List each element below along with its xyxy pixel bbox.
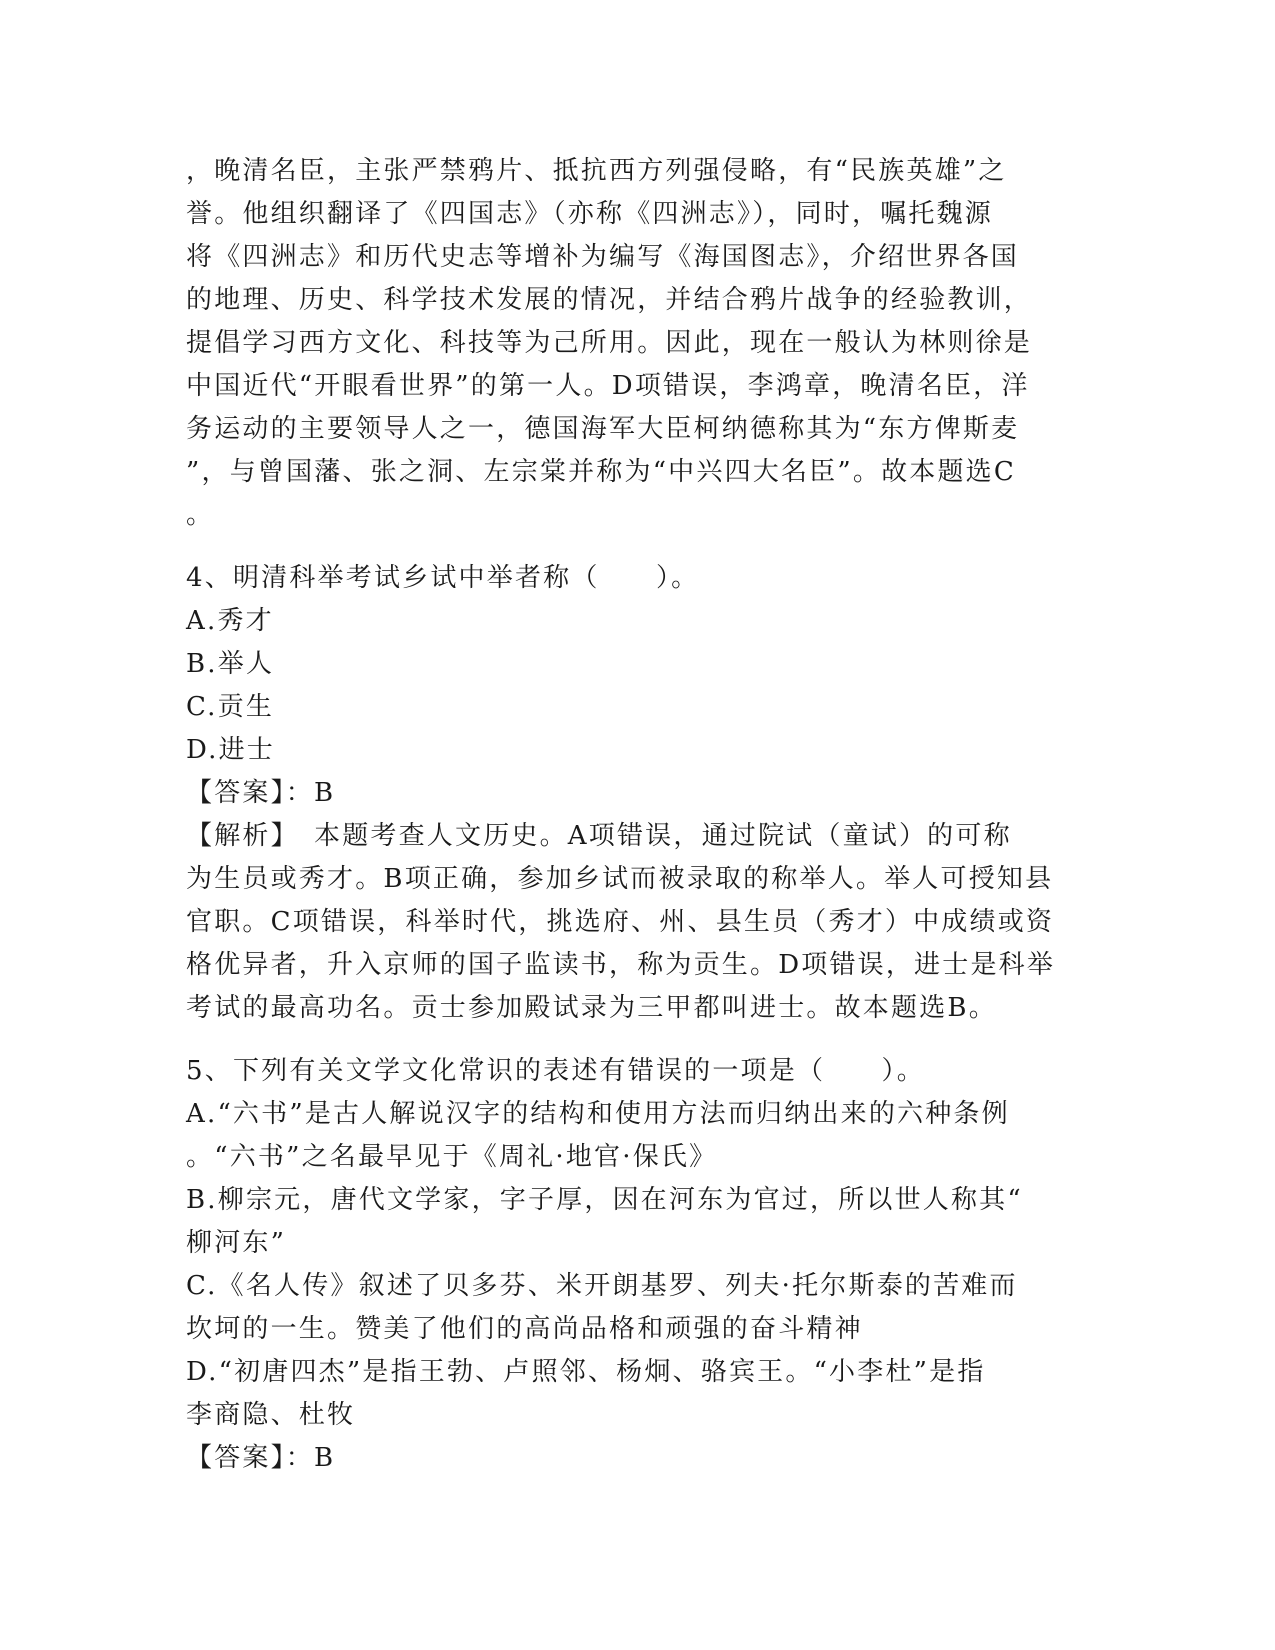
question-text: 4、明清科举考试乡试中举者称（ ）。 [186, 563, 700, 593]
option-b: B.举人 [186, 649, 275, 679]
answer-line: 【答案】：B [186, 1443, 336, 1473]
text-line: ”，与曾国藩、张之洞、左宗棠并称为“中兴四大名臣”。故本题选C [186, 457, 1016, 487]
option-a: A.“六书”是古人解说汉字的结构和使用方法而归纳出来的六种条例 [186, 1099, 1010, 1129]
option-d-cont: 李商隐、杜牧 [186, 1400, 356, 1430]
question-4 [186, 557, 1086, 1030]
document-page [186, 150, 1086, 1480]
text-line: 誉。他组织翻译了《四国志》（亦称《四洲志》），同时，嘱托魏源 [186, 199, 994, 229]
question-5 [186, 1050, 1086, 1480]
option-c: C.《名人传》叙述了贝多芬、米开朗基罗、列夫·托尔斯泰的苦难而 [186, 1271, 1018, 1301]
option-a-cont: 。“六书”之名最早见于《周礼·地官·保氏》 [186, 1142, 718, 1172]
question-text: 5、下列有关文学文化常识的表述有错误的一项是（ ）。 [186, 1056, 925, 1086]
option-c-cont: 坎坷的一生。赞美了他们的高尚品格和顽强的奋斗精神 [186, 1314, 863, 1344]
text-line: 中国近代“开眼看世界”的第一人。D项错误，李鸿章，晚清名臣，洋 [186, 371, 1030, 401]
text-line: 务运动的主要领导人之一，德国海军大臣柯纳德称其为“东方俾斯麦 [186, 414, 1020, 444]
option-d: D.“初唐四杰”是指王勃、卢照邻、杨炯、骆宾王。“小李杜”是指 [186, 1357, 986, 1387]
q3-explanation-continued [186, 150, 1086, 537]
text-line: 将《四洲志》和历代史志等增补为编写《海国图志》，介绍世界各国 [186, 242, 1020, 272]
option-d: D.进士 [186, 735, 275, 765]
option-b-cont: 柳河东” [186, 1228, 287, 1258]
text-line: 。 [186, 500, 215, 530]
text-line: 提倡学习西方文化、科技等为己所用。因此，现在一般认为林则徐是 [186, 328, 1033, 358]
option-c: C.贡生 [186, 692, 275, 722]
text-line: ，晚清名臣，主张严禁鸦片、抵抗西方列强侵略，有“民族英雄”之 [186, 156, 1007, 186]
explanation-line: 格优异者，升入京师的国子监读书，称为贡生。D项错误，进士是科举 [186, 950, 1056, 980]
explanation-line: 考试的最高功名。贡士参加殿试录为三甲都叫进士。故本题选B。 [186, 993, 997, 1023]
option-a: A.秀才 [186, 606, 274, 636]
explanation-line: 为生员或秀才。B项正确，参加乡试而被录取的称举人。举人可授知县 [186, 864, 1054, 894]
explanation-line: 【解析】 本题考查人文历史。A项错误，通过院试（童试）的可称 [186, 821, 1012, 851]
text-line: 的地理、历史、科学技术发展的情况，并结合鸦片战争的经验教训， [186, 285, 1033, 315]
option-b: B.柳宗元，唐代文学家，字子厚，因在河东为官过，所以世人称其“ [186, 1185, 1023, 1215]
explanation-line: 官职。C项错误，科举时代，挑选府、州、县生员（秀才）中成绩或资 [186, 907, 1055, 937]
answer-line: 【答案】：B [186, 778, 336, 808]
